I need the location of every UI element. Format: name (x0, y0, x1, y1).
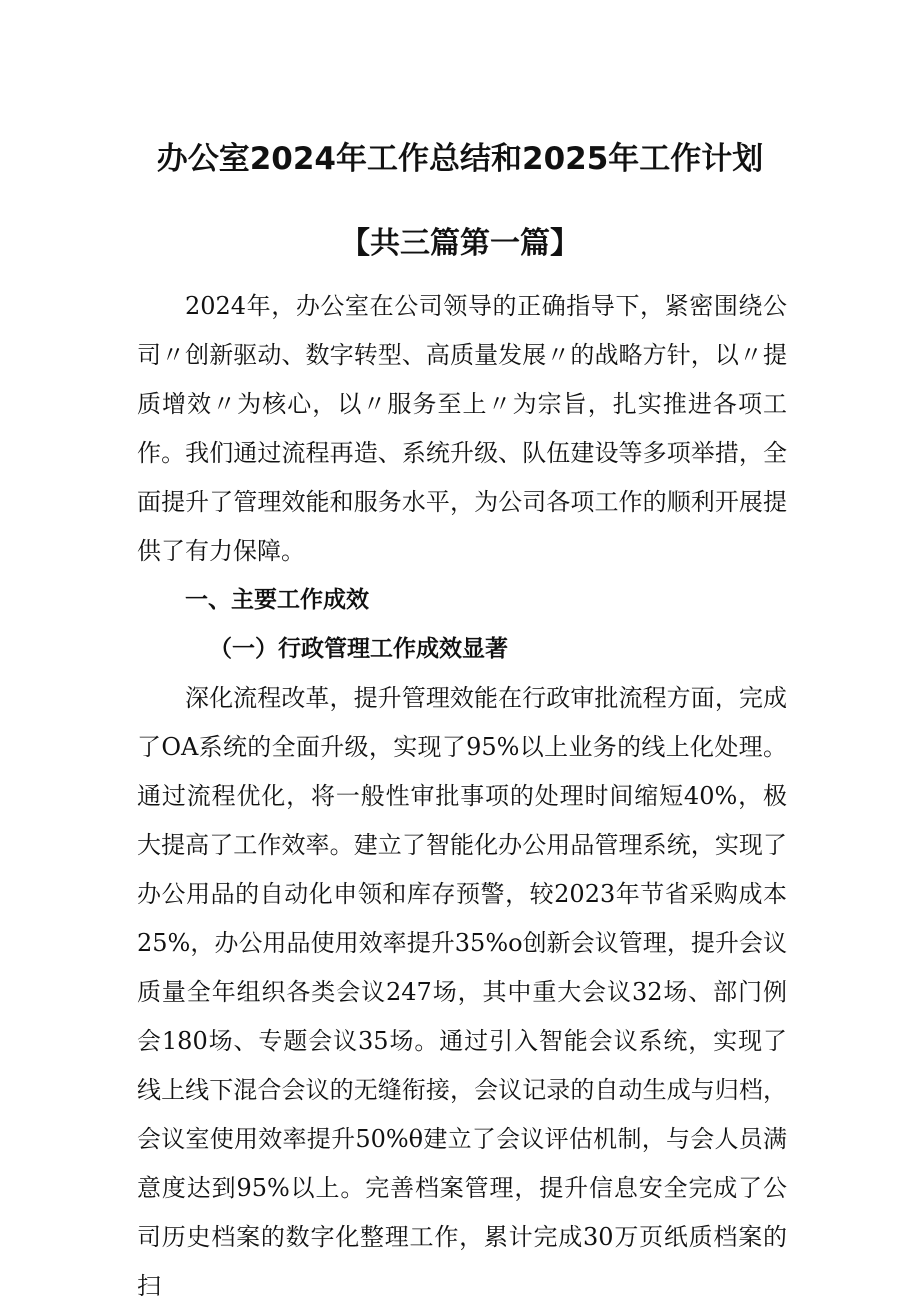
body-paragraph: 深化流程改革，提升管理效能在行政审批流程方面，完成了OA系统的全面升级，实现了95%以上业务的线上化处理。通过流程优化，将一般性审批事项的处理时间缩短40%，极大提高了工作效率。建立了智能化办公用品管理系统，实现了办公用品的自动化申领和库存预警，较2023年节省采购成本25%，办公用品使用效率提升35%o创新会议管理，提升会议质量全年组织各类会议247场，其中重大会议32场、部门例会180场、专题会议35场。通过引入智能会议系统，实现了线上线下混合会议的无缝衔接，会议记录的自动生成与归档，会议室使用效率提升50%θ建立了会议评估机制，与会人员满意度达到95%以上。完善档案管理，提升信息安全完成了公司历史档案的数字化整理工作，累计完成30万页纸质档案的扫 (137, 684, 787, 1300)
document-body (137, 282, 787, 1311)
document-title: 办公室2024年工作总结和2025年工作计划 (156, 141, 764, 177)
subsection-heading: （一）行政管理工作成效显著 (209, 636, 508, 662)
document-subtitle: 【共三篇第一篇】 (340, 226, 580, 261)
section-heading: 一、主要工作成效 (185, 587, 369, 613)
intro-paragraph: 2024年，办公室在公司领导的正确指导下，紧密围绕公司〃创新驱动、数字转型、高质量发展〃的战略方针，以〃提质增效〃为核心，以〃服务至上〃为宗旨，扎实推进各项工作。我们通过流程再造、系统升级、队伍建设等多项举措，全面提升了管理效能和服务水平，为公司各项工作的顺利开展提供了有力保障。 (137, 292, 787, 565)
